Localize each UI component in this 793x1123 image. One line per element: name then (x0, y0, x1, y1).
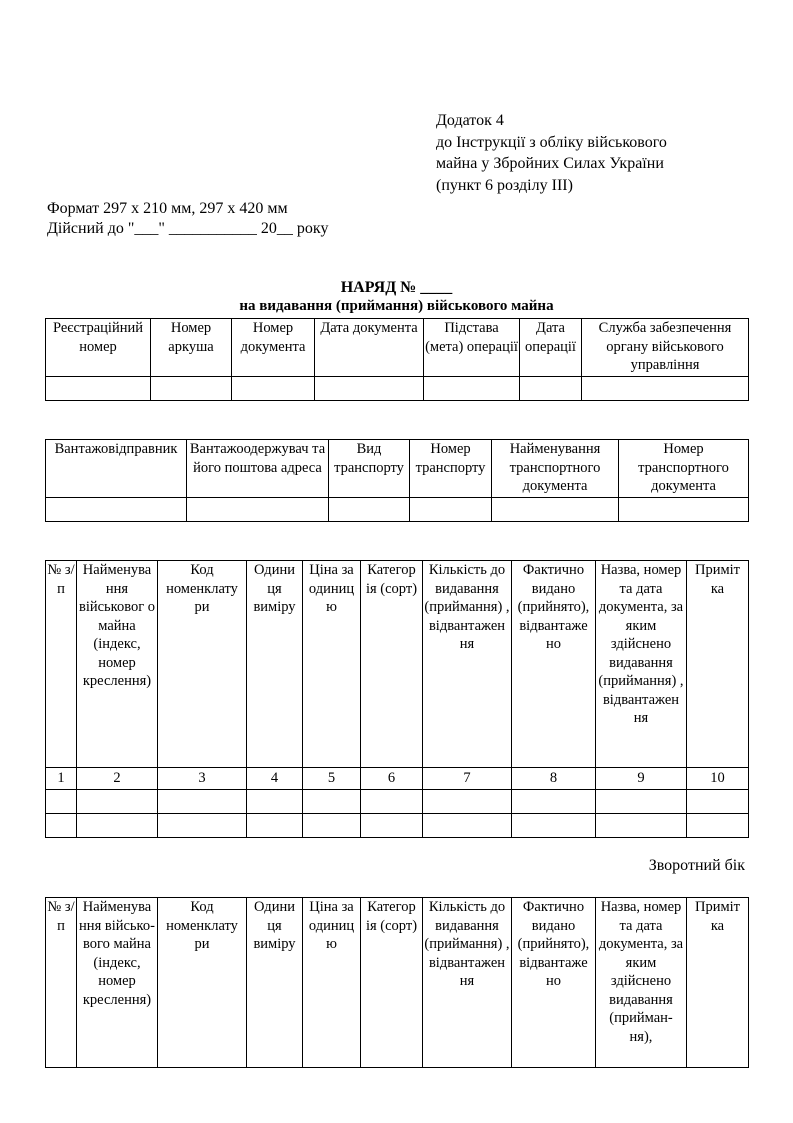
header-cell: Одини ця виміру (247, 561, 303, 768)
input-cell[interactable] (492, 498, 619, 522)
annex-line: до Інструкції з обліку військового (436, 133, 667, 151)
input-cell[interactable] (410, 498, 492, 522)
header-cell: Назва, номер та дата документа, за яким здійснено видавання (прийман- ня), (596, 898, 687, 1068)
column-number: 7 (423, 768, 512, 790)
input-cell[interactable] (596, 814, 687, 838)
input-cell[interactable] (423, 790, 512, 814)
table-row (46, 814, 749, 838)
header-cell: Найменува ння військо- вого майна (індекс, номер креслення) (77, 898, 158, 1068)
column-number: 10 (687, 768, 749, 790)
table-header-row (46, 898, 749, 1068)
input-cell[interactable] (187, 498, 329, 522)
header-cell: Ціна за одиниц ю (303, 561, 361, 768)
header-cell: Приміт ка (687, 898, 749, 1068)
input-cell[interactable] (303, 790, 361, 814)
input-cell[interactable] (158, 814, 247, 838)
input-cell[interactable] (582, 377, 749, 401)
header-cell: Назва, номер та дата документа, за яким здійснено видавання (приймання) , відвантажен ня (596, 561, 687, 768)
annex-note (436, 110, 667, 196)
table-row (46, 790, 749, 814)
header-cell: Реєстраційний номер (46, 319, 151, 377)
header-cell: Категор ія (сорт) (361, 561, 423, 768)
items-table (45, 560, 749, 838)
input-cell[interactable] (361, 790, 423, 814)
input-cell[interactable] (512, 790, 596, 814)
header-cell: Номер транспорту (410, 440, 492, 498)
header-cell: Код номенклату ри (158, 898, 247, 1068)
header-cell: Найменува ння військовог о майна (індекс, номер креслення) (77, 561, 158, 768)
input-cell[interactable] (77, 814, 158, 838)
input-cell[interactable] (158, 790, 247, 814)
header-cell: Дата операції (520, 319, 582, 377)
header-cell: Вантажоодержувач та його поштова адреса (187, 440, 329, 498)
header-cell: Ціна за одиниц ю (303, 898, 361, 1068)
document-title: НАРЯД № ____ (340, 279, 453, 296)
items-table-back (45, 897, 749, 1068)
format-block (47, 199, 328, 239)
annex-line: Додаток 4 (436, 112, 504, 129)
header-cell: Кількість до видавання (приймання) , відвантажен ня (423, 898, 512, 1068)
input-cell[interactable] (596, 790, 687, 814)
header-cell: Фактично видано (прийнято), відвантаже но (512, 561, 596, 768)
input-cell[interactable] (232, 377, 315, 401)
header-cell: Фактично видано (прийнято), відвантаже но (512, 898, 596, 1068)
header-cell: Код номенклату ри (158, 561, 247, 768)
header-cell: Приміт ка (687, 561, 749, 768)
input-cell[interactable] (247, 790, 303, 814)
header-cell: Підстава (мета) операції (424, 319, 520, 377)
input-cell[interactable] (423, 814, 512, 838)
header-cell: Номер аркуша (151, 319, 232, 377)
input-cell[interactable] (619, 498, 749, 522)
header-cell: Кількість до видавання (приймання) , відвантажен ня (423, 561, 512, 768)
input-cell[interactable] (247, 814, 303, 838)
header-cell: Категор ія (сорт) (361, 898, 423, 1068)
column-number: 6 (361, 768, 423, 790)
header-cell: № з/п (46, 561, 77, 768)
input-cell[interactable] (361, 814, 423, 838)
header-cell: Дата документа (315, 319, 424, 377)
back-side-label: Зворотний бік (648, 857, 745, 874)
input-cell[interactable] (46, 814, 77, 838)
format-size: Формат 297 х 210 мм, 297 х 420 мм (47, 200, 288, 217)
transport-table (45, 439, 749, 522)
header-cell: Вид транспорту (329, 440, 410, 498)
input-cell[interactable] (151, 377, 232, 401)
table-row (46, 377, 749, 401)
header-cell: Номер транспортного документа (619, 440, 749, 498)
header-cell: Служба забезпечення органу військового управління (582, 319, 749, 377)
format-valid: Дійсний до "___" ___________ 20__ року (47, 220, 329, 237)
column-number: 2 (77, 768, 158, 790)
table-header-row (46, 440, 749, 498)
column-number: 1 (46, 768, 77, 790)
input-cell[interactable] (303, 814, 361, 838)
table-row (46, 498, 749, 522)
column-number: 4 (247, 768, 303, 790)
column-number-row (46, 768, 749, 790)
input-cell[interactable] (520, 377, 582, 401)
column-number: 5 (303, 768, 361, 790)
input-cell[interactable] (687, 814, 749, 838)
table-header-row (46, 319, 749, 377)
input-cell[interactable] (329, 498, 410, 522)
table-header-row (46, 561, 749, 768)
input-cell[interactable] (46, 377, 151, 401)
document-subtitle: на видавання (приймання) військового майна (239, 298, 554, 314)
header-cell: Найменування транспортного документа (492, 440, 619, 498)
header-cell: Вантажовідправник (46, 440, 187, 498)
input-cell[interactable] (512, 814, 596, 838)
header-cell: Одини ця виміру (247, 898, 303, 1068)
annex-line: майна у Збройних Силах України (436, 155, 664, 172)
column-number: 9 (596, 768, 687, 790)
input-cell[interactable] (46, 790, 77, 814)
header-cell: Номер документа (232, 319, 315, 377)
column-number: 8 (512, 768, 596, 790)
column-number: 3 (158, 768, 247, 790)
annex-line: (пункт 6 розділу III) (436, 176, 573, 194)
input-cell[interactable] (46, 498, 187, 522)
input-cell[interactable] (77, 790, 158, 814)
header-cell: № з/п (46, 898, 77, 1068)
input-cell[interactable] (315, 377, 424, 401)
operation-table (45, 318, 749, 401)
input-cell[interactable] (687, 790, 749, 814)
input-cell[interactable] (424, 377, 520, 401)
